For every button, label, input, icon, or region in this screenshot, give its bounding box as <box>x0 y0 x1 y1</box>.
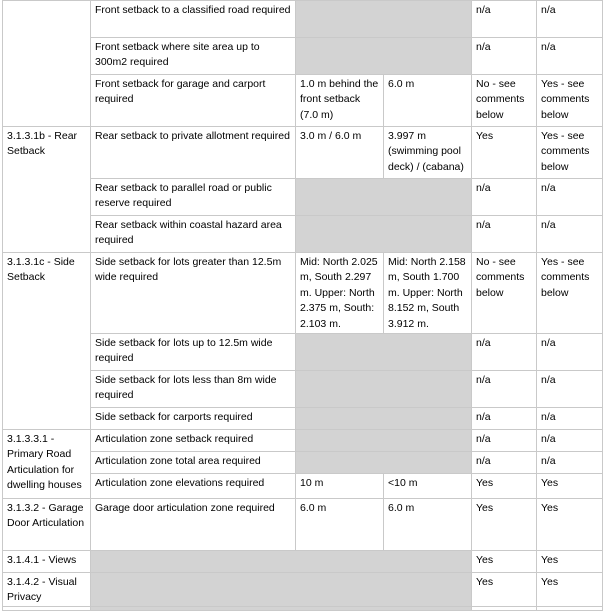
clause-cell: 3.1.4.2 - Visual Privacy <box>3 573 91 607</box>
complies-cell: n/a <box>472 38 537 75</box>
proposed-cell: 6.0 m <box>384 499 472 551</box>
requirement-cell: Rear setback to private allotment required <box>91 127 296 179</box>
proposed-cell: 6.0 m <box>296 499 384 551</box>
proposed-cell-shaded <box>296 1 472 38</box>
requirement-cell: Rear setback to parallel road or public reserve required <box>91 179 296 216</box>
complies-cell <box>537 606 603 610</box>
table-row <box>3 474 603 499</box>
proposed-cell-shaded <box>296 179 472 216</box>
complies-cell: n/a <box>537 430 603 452</box>
table-row <box>3 499 603 551</box>
table-row <box>3 606 603 610</box>
requirement-cell: Front setback where site area up to 300m2 required <box>91 38 296 75</box>
table-row <box>3 179 603 216</box>
table-row <box>3 452 603 474</box>
complies-cell: Yes <box>472 474 537 499</box>
complies-cell: Yes <box>537 551 603 573</box>
clause-cell: 3.1.3.3.1 - Primary Road Articulation for dwelling houses <box>3 430 91 499</box>
detail-cell-shaded <box>91 551 472 573</box>
complies-cell: n/a <box>472 216 537 253</box>
clause-cell: 3.1.4.1 - Views <box>3 551 91 573</box>
table-row <box>3 38 603 75</box>
requirement-cell: Front setback to a classified road required <box>91 1 296 38</box>
proposed-cell-shaded <box>296 334 472 371</box>
requirement-cell: Articulation zone elevations required <box>91 474 296 499</box>
complies-cell: n/a <box>472 452 537 474</box>
complies-cell: n/a <box>537 408 603 430</box>
complies-cell: Yes - see comments below <box>537 127 603 179</box>
complies-cell: n/a <box>472 408 537 430</box>
proposed-cell: 3.0 m / 6.0 m <box>296 127 384 179</box>
complies-cell: n/a <box>472 334 537 371</box>
complies-cell: n/a <box>537 216 603 253</box>
complies-cell: n/a <box>537 334 603 371</box>
requirement-cell: Articulation zone total area required <box>91 452 296 474</box>
complies-cell: Yes <box>537 573 603 607</box>
table-row <box>3 551 603 573</box>
proposed-cell-shaded <box>296 430 472 452</box>
complies-cell: Yes <box>472 499 537 551</box>
proposed-cell-shaded <box>296 38 472 75</box>
complies-cell: n/a <box>472 1 537 38</box>
complies-cell <box>472 606 537 610</box>
complies-cell: Yes <box>472 127 537 179</box>
detail-cell-shaded <box>91 606 472 610</box>
requirement-cell: Front setback for garage and carport required <box>91 75 296 127</box>
clause-cell: 3.1.3.2 - Garage Door Articulation <box>3 499 91 551</box>
clause-cell: 3.1.3.1c - Side Setback <box>3 253 91 430</box>
table-row <box>3 408 603 430</box>
requirement-cell: Garage door articulation zone required <box>91 499 296 551</box>
requirement-cell: Side setback for lots less than 8m wide required <box>91 371 296 408</box>
compliance-table <box>2 0 603 611</box>
complies-cell: Yes <box>537 499 603 551</box>
complies-cell: n/a <box>537 38 603 75</box>
proposed-cell: 1.0 m behind the front setback (7.0 m) <box>296 75 384 127</box>
table-row <box>3 1 603 38</box>
table-row <box>3 430 603 452</box>
detail-cell-shaded <box>91 573 472 607</box>
proposed-cell-shaded <box>296 452 472 474</box>
table-row <box>3 371 603 408</box>
complies-cell: Yes <box>537 474 603 499</box>
requirement-cell: Articulation zone setback required <box>91 430 296 452</box>
complies-cell: Yes <box>472 573 537 607</box>
requirement-cell: Side setback for lots greater than 12.5m wide required <box>91 253 296 334</box>
table-row <box>3 216 603 253</box>
complies-cell: n/a <box>537 452 603 474</box>
proposed-cell-shaded <box>296 371 472 408</box>
clause-cell: 3.1.3.1b - Rear Setback <box>3 127 91 253</box>
requirement-cell: Rear setback within coastal hazard area required <box>91 216 296 253</box>
complies-cell: n/a <box>537 179 603 216</box>
proposed-cell: 3.997 m (swimming pool deck) / (cabana) <box>384 127 472 179</box>
complies-cell: n/a <box>472 430 537 452</box>
requirement-cell: Side setback for lots up to 12.5m wide required <box>91 334 296 371</box>
complies-cell: Yes - see comments below <box>537 253 603 334</box>
proposed-cell-shaded <box>296 216 472 253</box>
complies-cell: Yes - see comments below <box>537 75 603 127</box>
proposed-cell: Mid: North 2.158 m, South 1.700 m. Upper: North 8.152 m, South 3.912 m. <box>384 253 472 334</box>
table-row <box>3 75 603 127</box>
table-row <box>3 573 603 607</box>
proposed-cell: 6.0 m <box>384 75 472 127</box>
proposed-cell: Mid: North 2.025 m, South 2.297 m. Upper: North 2.375 m, South: 2.103 m. <box>296 253 384 334</box>
complies-cell: n/a <box>537 1 603 38</box>
clause-cell <box>3 606 91 610</box>
table-row <box>3 127 603 179</box>
clause-cell <box>3 1 91 127</box>
table-row <box>3 253 603 334</box>
complies-cell: No - see comments below <box>472 75 537 127</box>
requirement-cell: Side setback for carports required <box>91 408 296 430</box>
complies-cell: Yes <box>472 551 537 573</box>
complies-cell: n/a <box>472 371 537 408</box>
complies-cell: No - see comments below <box>472 253 537 334</box>
proposed-cell-shaded <box>296 408 472 430</box>
proposed-cell: <10 m <box>384 474 472 499</box>
complies-cell: n/a <box>472 179 537 216</box>
proposed-cell: 10 m <box>296 474 384 499</box>
complies-cell: n/a <box>537 371 603 408</box>
table-row <box>3 334 603 371</box>
